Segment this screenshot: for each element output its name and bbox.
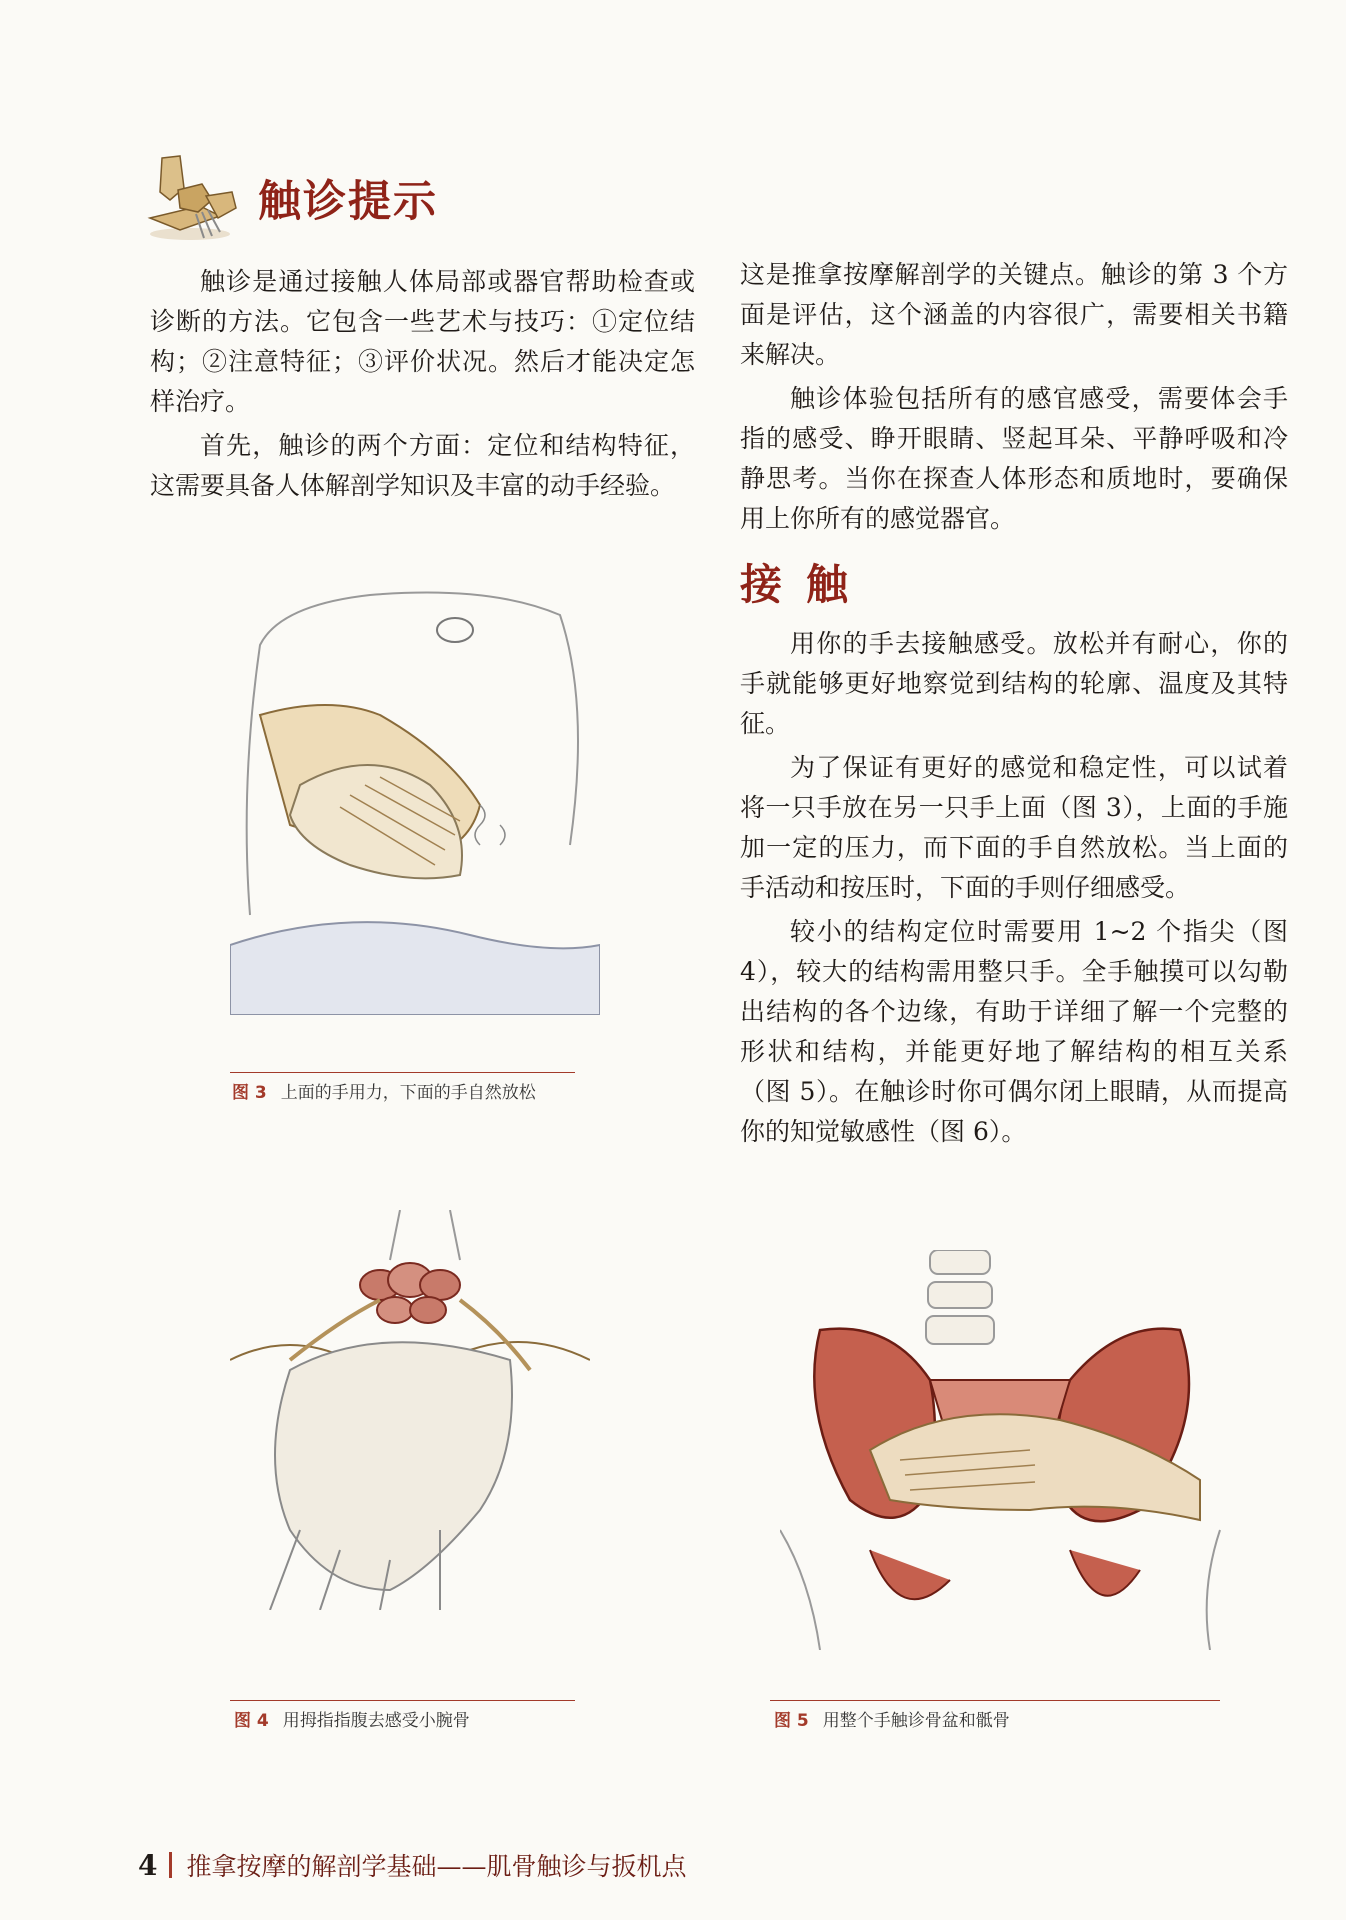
figure-5-caption (774, 1706, 1010, 1731)
caption-rule (230, 1072, 575, 1073)
figure-label: 图 4 (234, 1711, 269, 1731)
figure-5-illustration (780, 1250, 1230, 1650)
caption-text: 上面的手用力，下面的手自然放松 (280, 1083, 536, 1103)
figure-4-caption (234, 1706, 470, 1731)
contact-body (740, 624, 1288, 1156)
caption-text: 用整个手触诊骨盆和骶骨 (822, 1711, 1010, 1731)
section-title: 触诊提示 (258, 177, 438, 227)
paragraph: 触诊是通过接触人体局部或器官帮助检查或诊断的方法。它包含一些艺术与技巧：①定位结构；②注意特征；③评价状况。然后才能决定怎样治疗。 (150, 267, 695, 416)
figure-3-illustration (230, 585, 600, 1015)
right-column (740, 255, 1288, 543)
caption-rule (230, 1700, 575, 1701)
paragraph: 较小的结构定位时需要用 1~2 个指尖（图 4），较大的结构需用整只手。全手触摸可以勾勒出结构的各个边缘，有助于详细了解一个完整的形状和结构，并能更好地了解结构的相互关系（图 5）。在触诊时你可偶尔闭上眼睛，从而提高你的知觉敏感性（图 6）。 (740, 917, 1288, 1146)
paragraph: 触诊体验包括所有的感官感受，需要体会手指的感受、睁开眼睛、竖起耳朵、平静呼吸和冷静思考。当你在探查人体形态和质地时，要确保用上你所有的感觉器官。 (740, 384, 1288, 533)
page-number: 4 (138, 1848, 158, 1882)
figure-3-caption (232, 1078, 536, 1103)
caption-text: 用拇指指腹去感受小腕骨 (282, 1711, 470, 1731)
footer-divider (169, 1852, 172, 1878)
left-column (150, 262, 695, 510)
subsection-title: 接触 (740, 560, 873, 609)
book-title: 推拿按摩的解剖学基础——肌骨触诊与扳机点 (186, 1852, 687, 1881)
figure-4-illustration (230, 1210, 590, 1610)
carpal-bones (360, 1263, 460, 1323)
paragraph: 用你的手去接触感受。放松并有耐心，你的手就能够更好地察觉到结构的轮廓、温度及其特征。 (740, 629, 1288, 738)
paragraph: 为了保证有更好的感觉和稳定性，可以试着将一只手放在另一只手上面（图 3），上面的手施加一定的压力，而下面的手自然放松。当上面的手活动和按压时，下面的手则仔细感受。 (740, 753, 1288, 902)
figure-label: 图 5 (774, 1711, 809, 1731)
ankle-bones-icon (140, 148, 242, 244)
page-footer (138, 1847, 687, 1883)
paragraph: 首先，触诊的两个方面：定位和结构特征，这需要具备人体解剖学知识及丰富的动手经验。 (150, 431, 695, 500)
spine (926, 1250, 994, 1344)
paragraph: 这是推拿按摩解剖学的关键点。触诊的第 3 个方面是评估，这个涵盖的内容很广，需要相关书籍来解决。 (740, 260, 1288, 369)
figure-label: 图 3 (232, 1083, 267, 1103)
caption-rule (770, 1700, 1220, 1701)
